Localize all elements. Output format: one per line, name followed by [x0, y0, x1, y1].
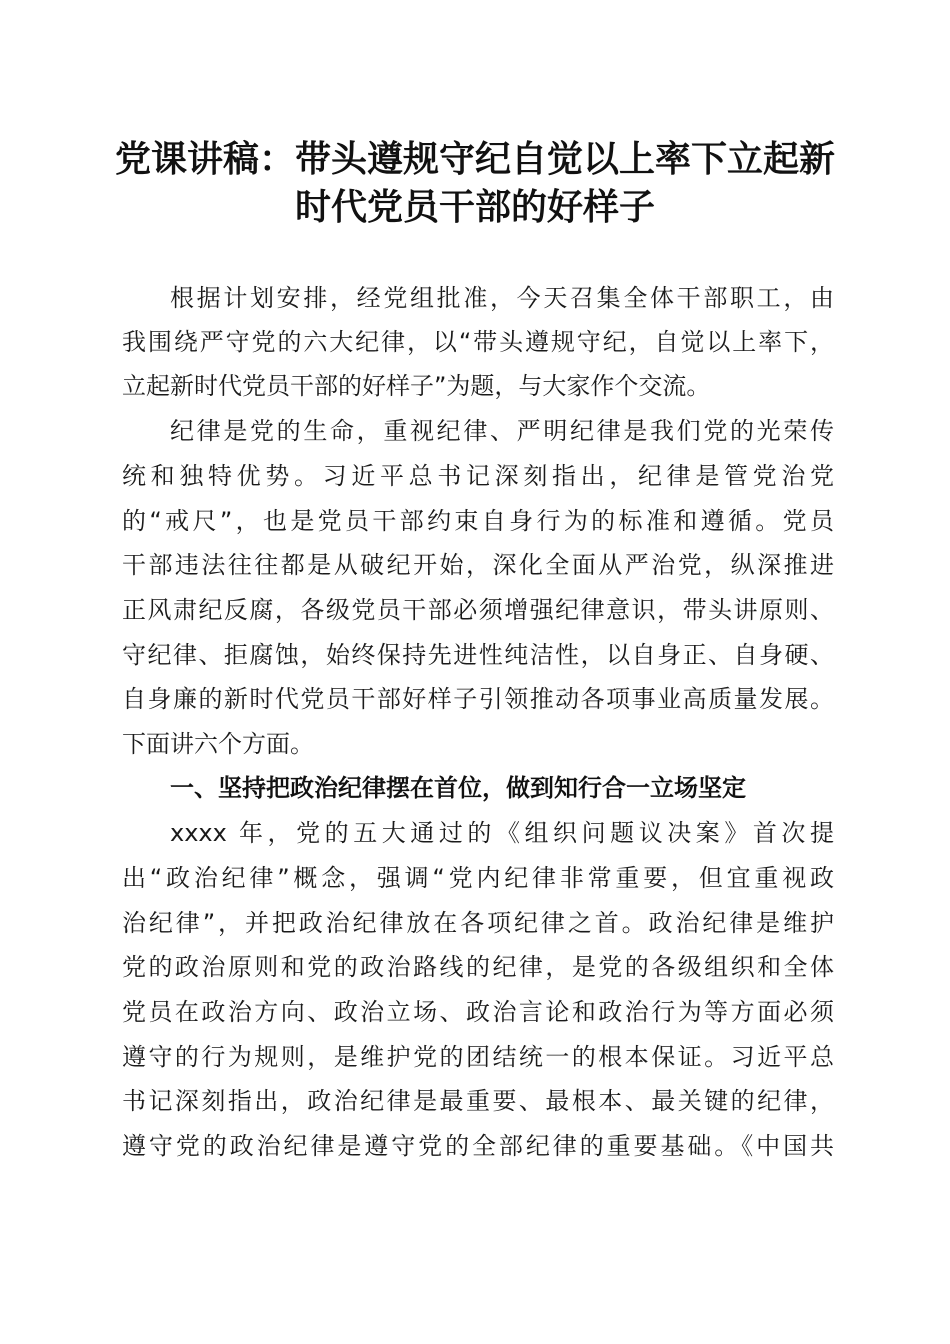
paragraph-line: 纪律是党的生命，重视纪律、严明纪律是我们党的光荣传	[170, 417, 834, 445]
paragraph-line: 自身廉的新时代党员干部好样子引领推动各项事业高质量发展。	[122, 685, 834, 713]
paragraph-line: 的“戒尺”，也是党员干部约束自身行为的标准和遵循。党员	[122, 507, 834, 535]
paragraph-line: 根据计划安排，经党组批准，今天召集全体干部职工，由	[170, 284, 834, 312]
document-title-line-2: 时代党员干部的好样子	[294, 186, 655, 228]
paragraph-line: 立起新时代党员干部的好样子”为题，与大家作个交流。	[122, 372, 711, 400]
paragraph-line: 治纪律”，并把政治纪律放在各项纪律之首。政治纪律是维护	[122, 909, 834, 937]
paragraph-line: 遵守的行为规则，是维护党的团结统一的根本保证。习近平总	[122, 1043, 834, 1071]
paragraph-line: 正风肃纪反腐，各级党员干部必须增强纪律意识，带头讲原则、	[122, 596, 834, 624]
paragraph-line: xxxx 年，党的五大通过的《组织问题议决案》首次提	[170, 819, 834, 847]
paragraph-line: 守纪律、拒腐蚀，始终保持先进性纯洁性，以自身正、自身硬、	[122, 641, 834, 669]
paragraph-line: 党的政治原则和党的政治路线的纪律，是党的各级组织和全体	[122, 953, 834, 981]
paragraph-line: 党员在政治方向、政治立场、政治言论和政治行为等方面必须	[122, 998, 834, 1026]
paragraph-line: 书记深刻指出，政治纪律是最重要、最根本、最关键的纪律，	[122, 1087, 834, 1115]
paragraph-line: 我围绕严守党的六大纪律，以“带头遵规守纪，自觉以上率下，	[122, 328, 834, 356]
paragraph-line: 下面讲六个方面。	[122, 730, 314, 758]
paragraph-line: 统和独特优势。习近平总书记深刻指出，纪律是管党治党	[122, 462, 834, 490]
paragraph-line: 干部违法往往都是从破纪开始，深化全面从严治党，纵深推进	[122, 551, 834, 579]
document-title-line-1: 党课讲稿：带头遵规守纪自觉以上率下立起新	[114, 138, 835, 180]
paragraph-line: 出“政治纪律”概念，强调“党内纪律非常重要，但宜重视政	[122, 864, 834, 892]
paragraph-line: 遵守党的政治纪律是遵守党的全部纪律的重要基础。《中国共	[122, 1132, 834, 1160]
section-heading: 一、坚持把政治纪律摆在首位，做到知行合一立场坚定	[170, 774, 746, 802]
